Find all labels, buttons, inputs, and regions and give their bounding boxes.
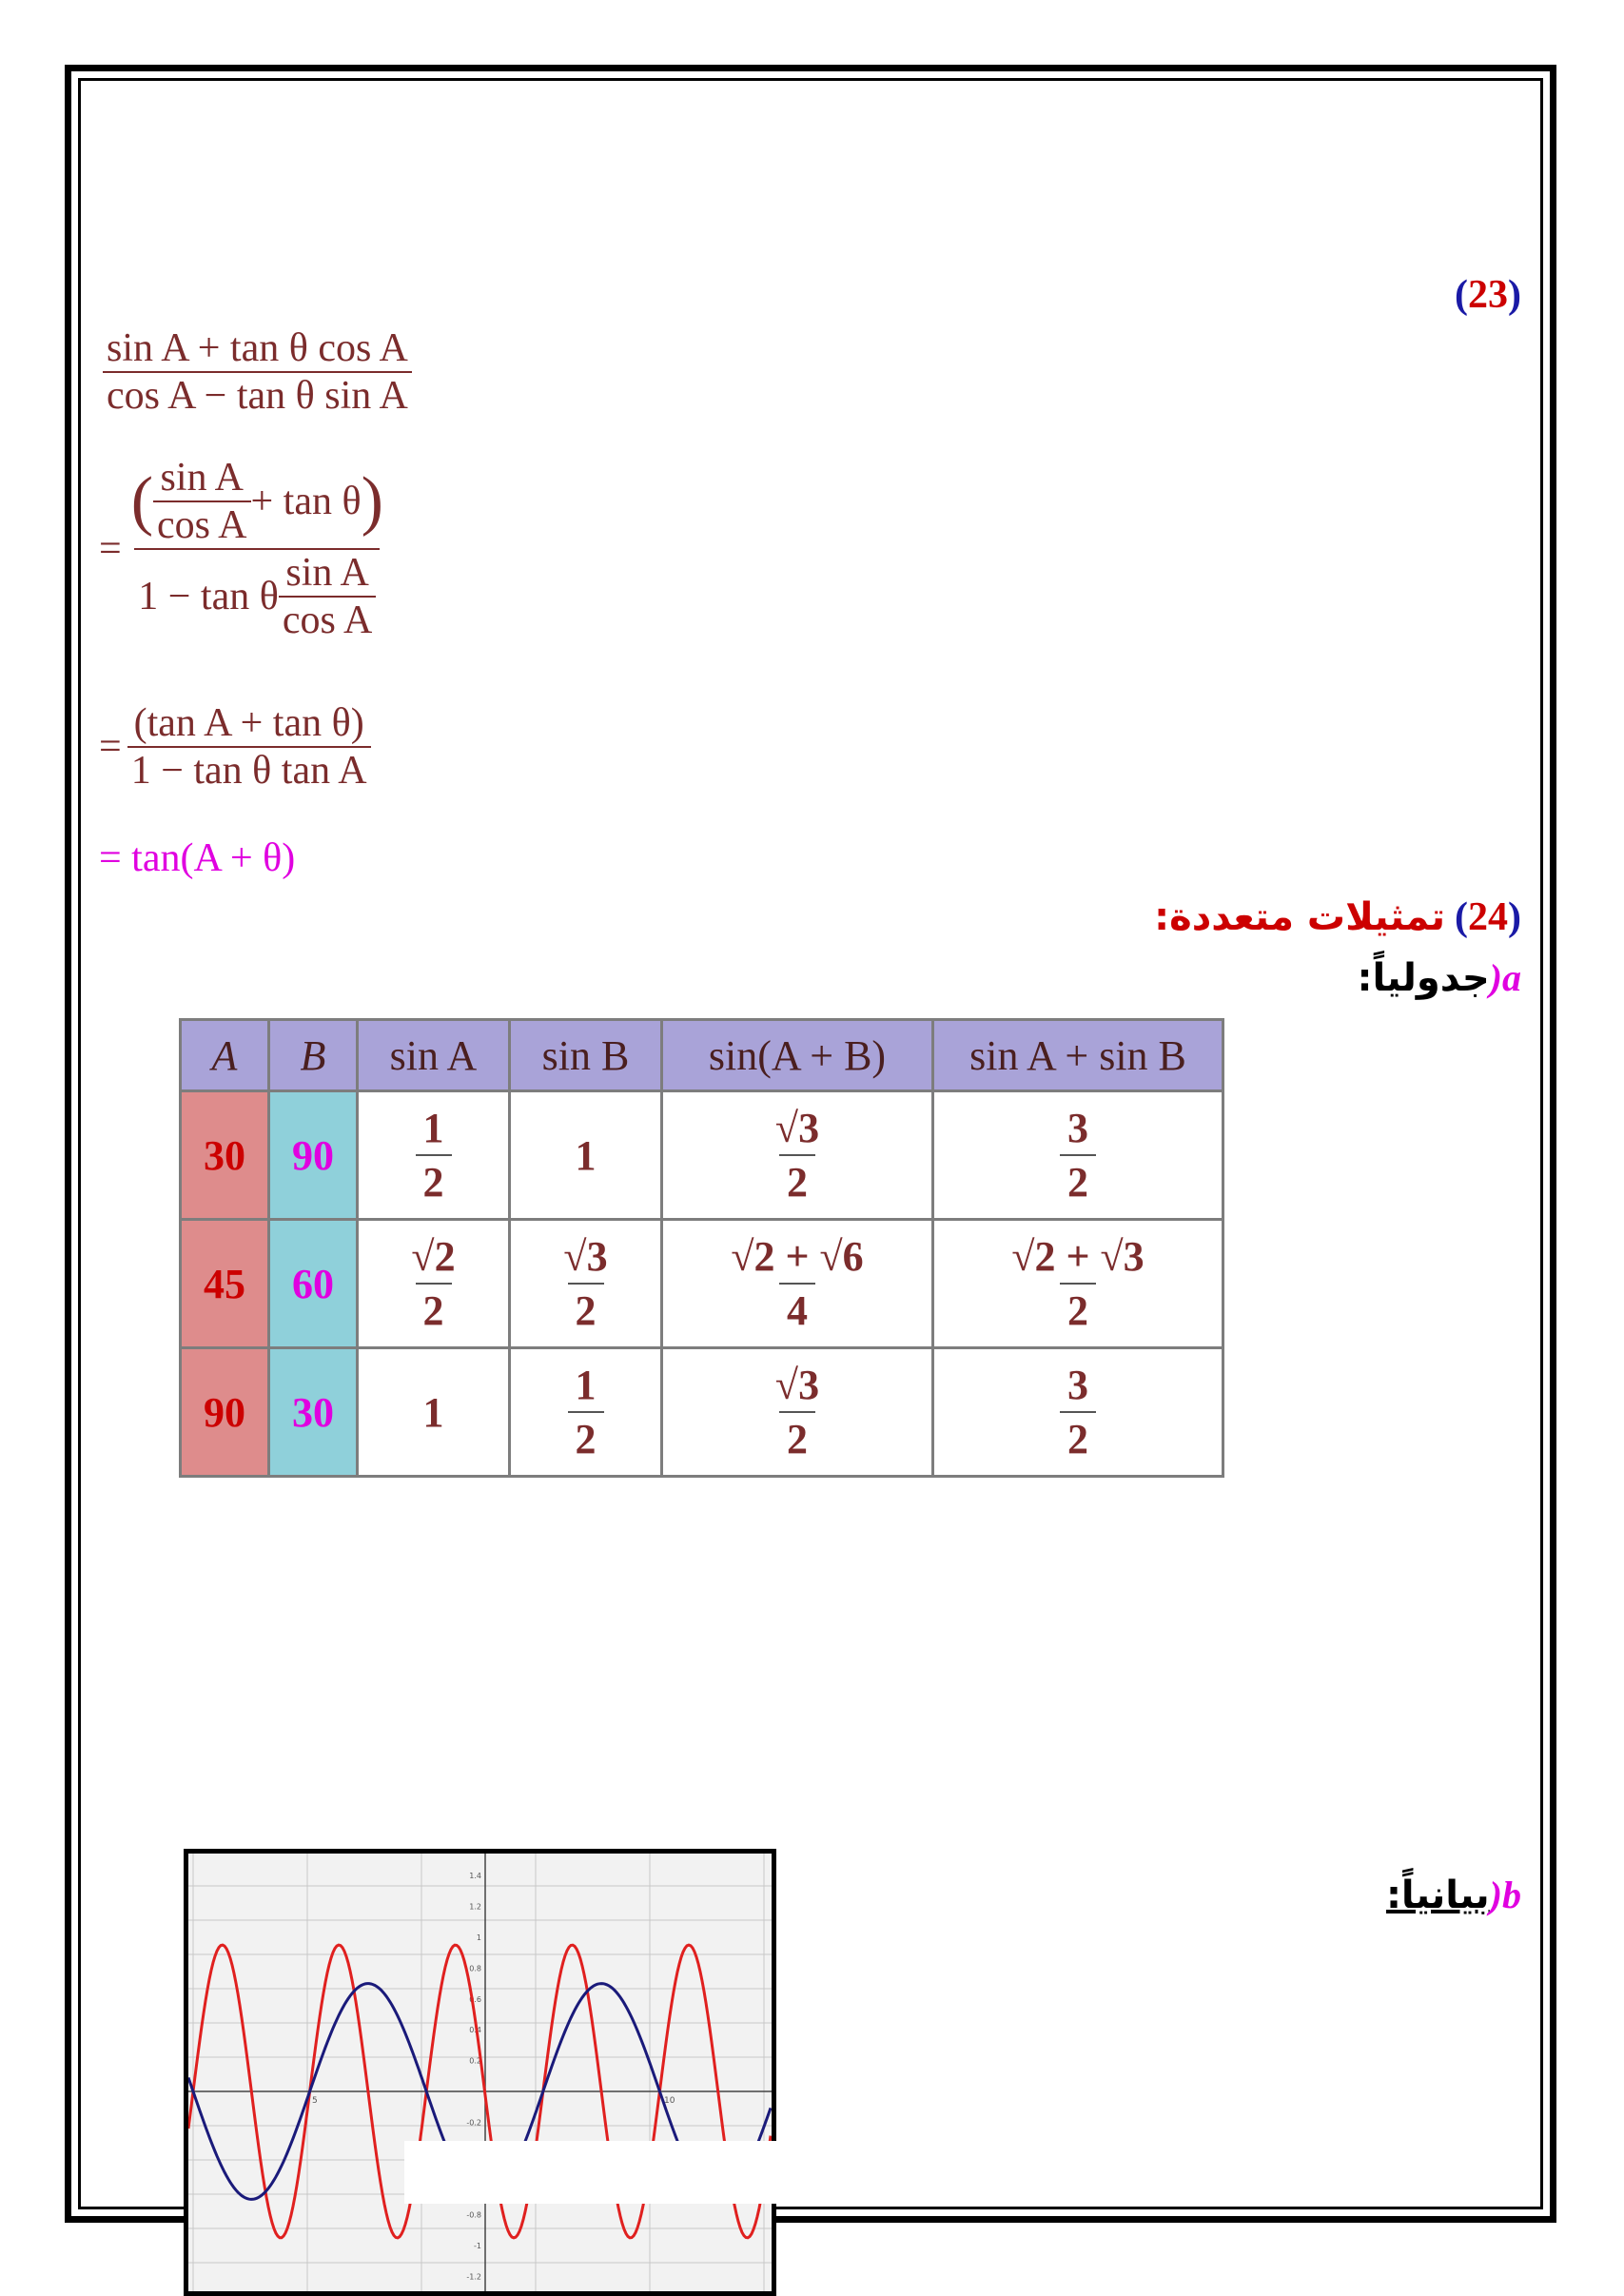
line1-numerator: sin A + tan θ cos A [107, 326, 408, 370]
cell-A: 45 [181, 1220, 269, 1348]
y-tick-label: -0.2 [466, 2118, 481, 2128]
table-row [181, 1348, 1223, 1477]
y-tick-label: 0.6 [469, 1994, 481, 2004]
sine-graph [184, 1849, 776, 2296]
cell-B: 30 [269, 1348, 358, 1477]
cell-sum: $\frac{3}{2}$ [933, 1348, 1223, 1477]
header-B: B [269, 1020, 358, 1091]
cell-sinB: 1 [510, 1091, 662, 1220]
cell-A: 30 [181, 1091, 269, 1220]
cell-sinB: $\frac{√3}{2}$ [510, 1220, 662, 1348]
y-tick-label: 1.2 [469, 1902, 481, 1912]
y-tick-label: 1.4 [469, 1872, 481, 1881]
y-tick-label: -0.8 [466, 2210, 481, 2220]
y-tick-label: 1 [476, 1933, 481, 1942]
cell-B: 90 [269, 1091, 358, 1220]
table-header-row [181, 1020, 1223, 1091]
cell-sinAB: $\frac{√3}{2}$ [662, 1091, 933, 1220]
part-b-label: بيانياً: ) b [1385, 1873, 1521, 1917]
table-row [181, 1091, 1223, 1220]
equation-line-2: = ( $\frac{\text{sin A}}{\text{cos A}}$ + tan θ ) 1 − tan θ $\frac{\text{sin A}}{\text{cos A}}$ [99, 456, 383, 642]
equation-result: = tan(A + θ) [99, 836, 296, 880]
header-sinB: sin B [510, 1020, 662, 1091]
y-tick-label: 0.4 [469, 2026, 481, 2035]
header-sum: sin A + sin B [933, 1020, 1223, 1091]
cell-A: 90 [181, 1348, 269, 1477]
cell-sinA: $\frac{√2}{2}$ [358, 1220, 510, 1348]
part-a-label: جدولياً: ) a [1357, 955, 1521, 1000]
equation-line-3: = $\frac{\text{(tan A + tan θ)}}{\text{1 − tan θ tan A}}$ [99, 700, 371, 794]
table-row [181, 1220, 1223, 1348]
x-tick-label: 10 [664, 2096, 675, 2106]
white-mask [404, 2141, 777, 2204]
header-A: A [181, 1020, 269, 1091]
x-tick-label: 5 [312, 2096, 318, 2106]
cell-sum: $\frac{3}{2}$ [933, 1091, 1223, 1220]
header-sinAB: sin(A + B) [662, 1020, 933, 1091]
cell-sinAB: $\frac{√2 + √6}{4}$ [662, 1220, 933, 1348]
y-tick-label: 0.2 [469, 2056, 481, 2066]
equation-line-1 [103, 325, 412, 419]
cell-sinAB: $\frac{√3}{2}$ [662, 1348, 933, 1477]
cell-sinA: 1 [358, 1348, 510, 1477]
header-sinA: sin A [358, 1020, 510, 1091]
cell-sinA: $\frac{1}{2}$ [358, 1091, 510, 1220]
cell-B: 60 [269, 1220, 358, 1348]
problem-23-label: (23) [1455, 273, 1521, 317]
cell-sum: $\frac{√2 + √3}{2}$ [933, 1220, 1223, 1348]
y-tick-label: -1 [474, 2242, 481, 2250]
y-tick-label: -1.2 [466, 2272, 481, 2282]
cell-sinB: $\frac{1}{2}$ [510, 1348, 662, 1477]
graph-canvas [188, 1854, 772, 2291]
line1-denominator: cos A − tan θ sin A [103, 371, 412, 419]
y-tick-label: 0.8 [469, 1964, 481, 1973]
values-table [179, 1018, 1224, 1478]
problem-24-heading: تمثيلات متعددة: (24) [1154, 895, 1521, 939]
